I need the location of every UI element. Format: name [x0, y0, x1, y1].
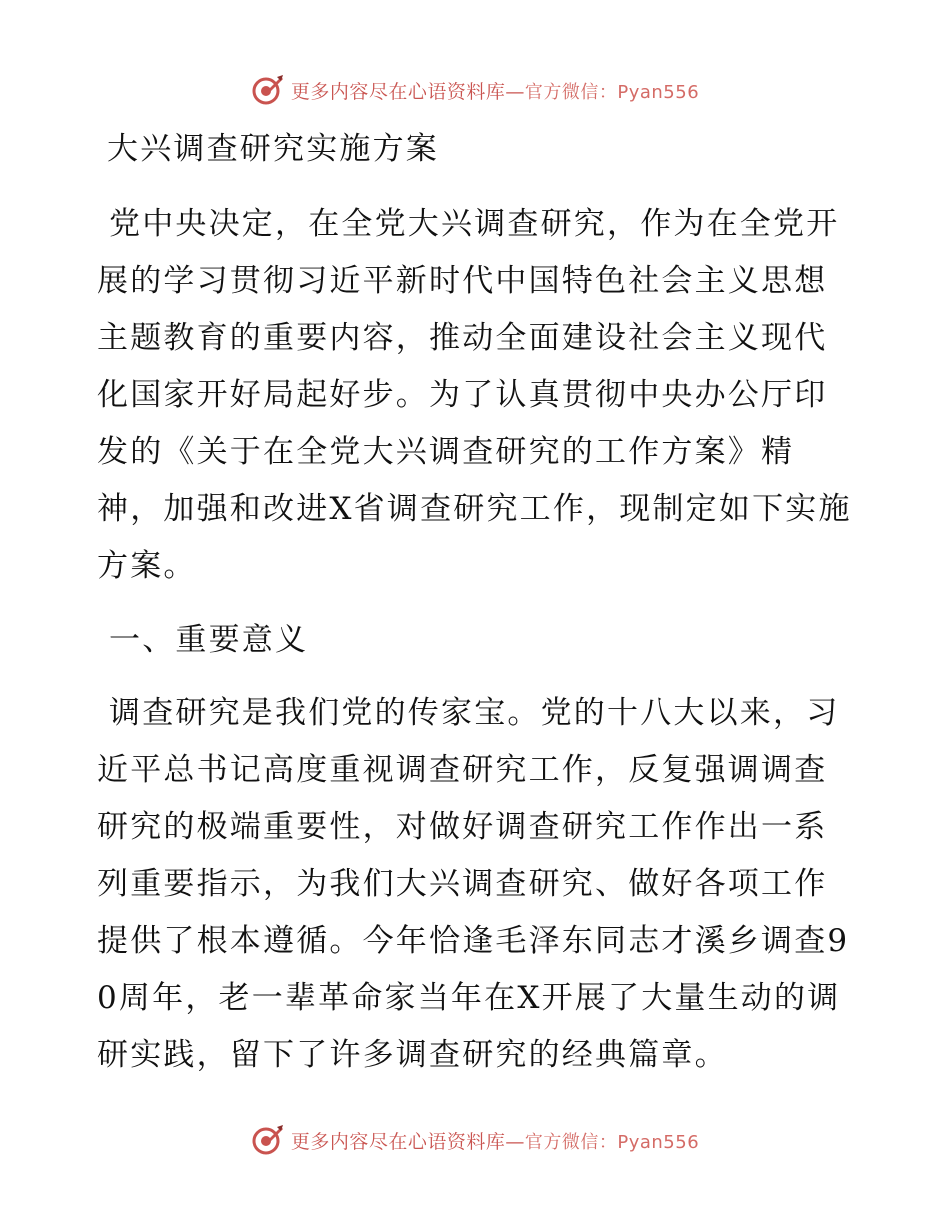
document-title: 大兴调查研究实施方案	[107, 131, 439, 167]
quill-logo-icon	[251, 1123, 285, 1157]
footer-watermark	[0, 1120, 950, 1160]
header-watermark	[0, 70, 950, 110]
watermark-wechat-text: 官方微信：Pyan556	[524, 1131, 700, 1153]
quill-logo-icon	[251, 73, 285, 107]
section-paragraph: 调查研究是我们党的传家宝。党的十八大以来，习近平总书记高度重视调查研究工作，反复强调调查研究的极端重要性，对做好调查研究工作作出一系列重要指示，为我们大兴调查研究、做好各项工作提供了根本遵循。今年恰逢毛泽东同志才溪乡调查90周年，老一辈革命家当年在X开展了大量生动的调研实践，留下了许多调查研究的经典篇章。	[97, 695, 850, 1073]
section-heading: 一、重要意义	[109, 622, 309, 658]
watermark-dash: —	[505, 1130, 525, 1153]
watermark-wechat-text: 官方微信：Pyan556	[524, 81, 700, 103]
watermark-dash: —	[505, 80, 525, 103]
document-body	[97, 124, 857, 1084]
watermark-main-text: 更多内容尽在心语资料库	[290, 80, 506, 103]
watermark-text	[291, 1127, 699, 1154]
watermark-main-text: 更多内容尽在心语资料库	[290, 1130, 506, 1153]
watermark-text	[291, 77, 699, 104]
intro-paragraph: 党中央决定，在全党大兴调查研究，作为在全党开展的学习贯彻习近平新时代中国特色社会主义思想主题教育的重要内容，推动全面建设社会主义现代化国家开好局起好步。为了认真贯彻中央办公厅印发的《关于在全党大兴调查研究的工作方案》精神，加强和改进X省调查研究工作，现制定如下实施方案。	[97, 206, 852, 584]
